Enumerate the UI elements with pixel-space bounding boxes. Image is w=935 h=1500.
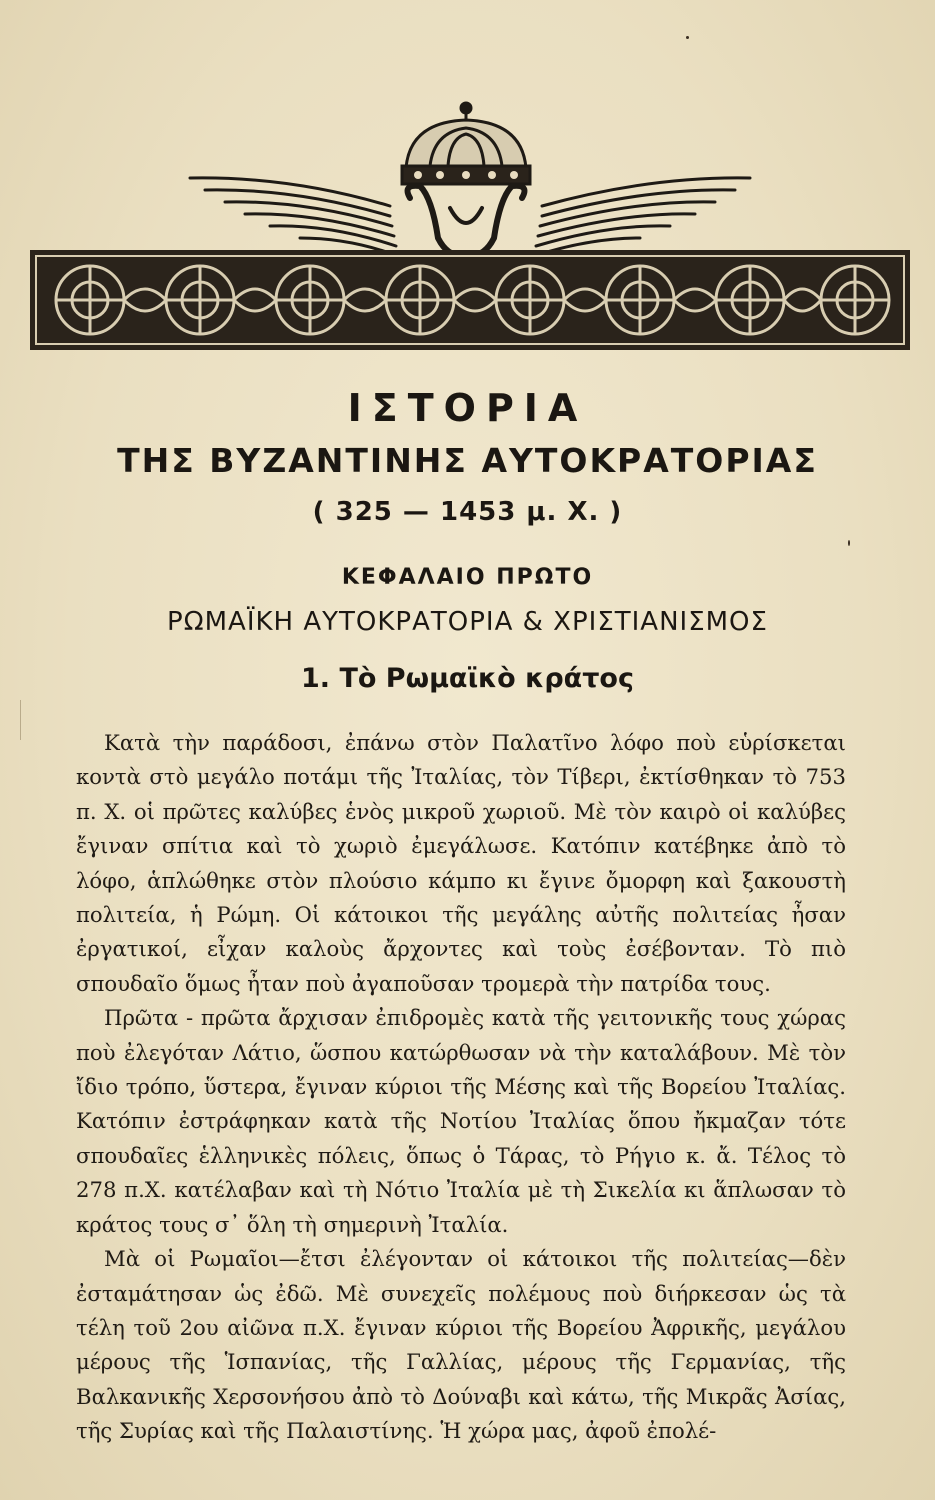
book-dates: ( 325 — 1453 μ. Χ. ) <box>312 497 623 527</box>
body-text <box>76 726 846 1449</box>
paragraph: Μὰ οἱ Ρωμαῖοι—ἔτσι ἐλέγονταν οἱ κάτοικοι τῆς πολιτείας—δὲν ἐσταμάτησαν ὡς ἐδῶ. Μὲ συνεχεῖς πολέμους ποὺ διήρκεσαν ὡς τὰ τέλη τοῦ 2ου αἰῶνα π.Χ. ἔγιναν κύριοι τῆς Βορείου Ἀφρικῆς, μεγάλου μέρους τῆς Ἱσπανίας, τῆς Γαλλίας, μέρους τῆς Γερμανίας, τῆς Βαλκανικῆς Χερσονήσου ἀπὸ τὸ Δούναβι καὶ κάτω, τῆς Μικρᾶς Ἀσίας, τῆς Συρίας καὶ τῆς Παλαιστίνης. Ἡ χώρα μας, ἀφοῦ ἐπολέ- <box>76 1246 846 1444</box>
book-title: ΙΣΤΟΡΙΑ <box>347 386 588 430</box>
paper-speck <box>686 36 689 39</box>
ornamental-frieze <box>30 250 910 350</box>
crown-icon <box>402 103 530 184</box>
paragraph: Κατὰ τὴν παράδοσι, ἐπάνω στὸν Παλατῖνο λόφο ποὺ εὑρίσκεται κοντὰ στὸ μεγάλο ποτάμι τῆς Ἰταλίας, τὸν Τίβερι, ἐκτίσθηκαν τὸ 753 π. Χ. οἱ πρῶτες καλύβες ἑνὸς μικροῦ χωριοῦ. Μὲ τὸν καιρὸ οἱ καλύβες ἔγιναν σπίτια καὶ τὸ χωριὸ ἐμεγάλωσε. Κατόπιν κατέβηκε ἀπὸ τὸ λόφο, ἁπλώθηκε στὸν πλούσιο κάμπο κι ἔγινε ὄμορφη καὶ ξακουστὴ πολιτεία, ἡ Ρώμη. Οἱ κάτοικοι τῆς μεγάλης αὐτῆς πολιτείας ἦσαν ἐργατικοί, εἶχαν καλοὺς ἄρχοντες καὶ τοὺς ἐσέβονταν. Τὸ πιὸ σπουδαῖο ὅμως ἦταν ποὺ ἀγαποῦσαν τρομερὰ τὴν πατρίδα τους. <box>76 730 846 996</box>
eagle-wings-icon <box>190 178 750 256</box>
paper-speck <box>20 700 21 740</box>
chapter-subtitle: ΡΩΜΑΪΚΗ ΑΥΤΟΚΡΑΤΟΡΙΑ & ΧΡΙΣΤΙΑΝΙΣΜΟΣ <box>167 607 768 637</box>
section-heading: 1. Τὸ Ρωμαϊκὸ κράτος <box>301 663 634 694</box>
title-block <box>0 380 935 706</box>
chapter-heading: ΚΕΦΑΛΑΙΟ ΠΡΩΤΟ <box>341 565 594 590</box>
byzantine-eagle-ornament <box>30 88 910 358</box>
book-subtitle: ΤΗΣ ΒΥΖΑΝΤΙΝΗΣ ΑΥΤΟΚΡΑΤΟΡΙΑΣ <box>117 441 818 480</box>
paper-speck <box>848 540 850 546</box>
paragraph: Πρῶτα - πρῶτα ἄρχισαν ἐπιδρομὲς κατὰ τῆς γειτονικῆς τους χώρας ποὺ ἐλεγόταν Λάτιο, ὥσπου κατώρθωσαν νὰ τὴν καταλάβουν. Μὲ τὸν ἴδιο τρόπο, ὕστερα, ἔγιναν κύριοι τῆς Μέσης καὶ τῆς Βορείου Ἰταλίας. Κατόπιν ἐστράφηκαν κατὰ τῆς Νοτίου Ἰταλίας ὅπου ἤκμαζαν τότε σπουδαῖες ἑλληνικὲς πόλεις, ὅπως ὁ Τάρας, τὸ Ρήγιο κ. ἄ. Τέλος τὸ 278 π.Χ. κατέλαβαν καὶ τὴ Νότιο Ἰταλία μὲ τὴ Σικελία κι ἅπλωσαν τὸ κράτος τους σ᾽ ὅλη τὴ σημερινὴ Ἰταλία. <box>76 1005 846 1237</box>
